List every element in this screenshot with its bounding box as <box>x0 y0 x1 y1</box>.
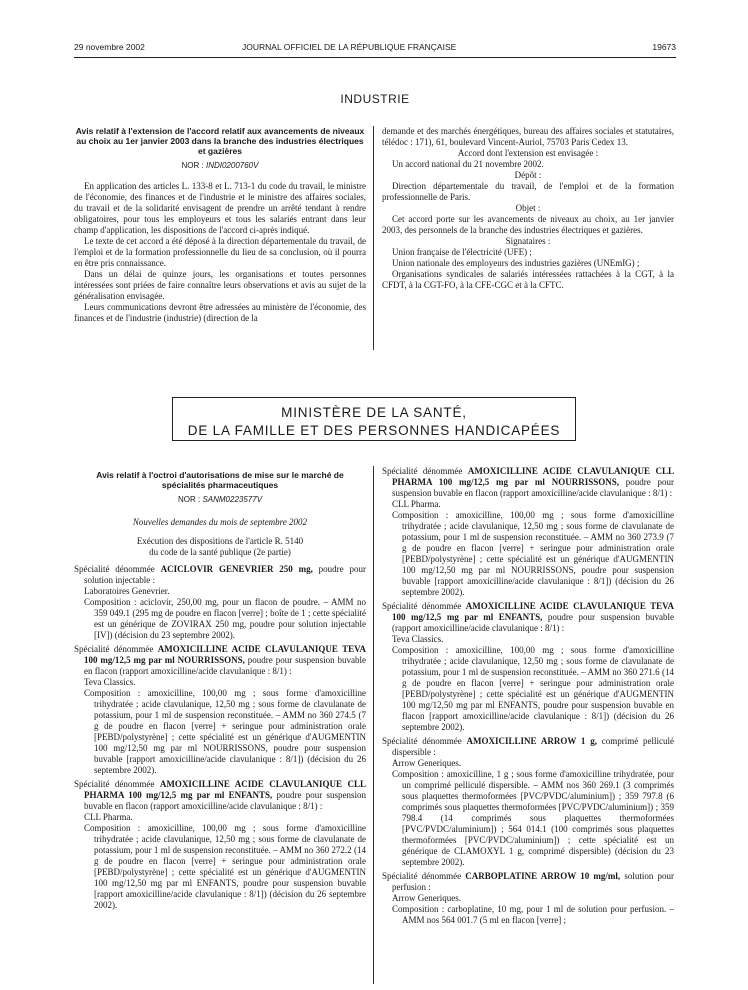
avis1-nor-code: INDI0200760V <box>205 161 259 170</box>
avis2-execution-line-2: du code de la santé publique (2e partie) <box>149 547 291 557</box>
specialty-name: AMOXICILLINE ACIDE CLAVULANIQUE CLL PHARMA 100 mg/12,5 mg par ml ENFANTS, <box>84 779 366 800</box>
specialty-entry <box>74 644 366 776</box>
avis2-nor-label: NOR : <box>177 495 201 504</box>
specialty-name: ACICLOVIR GENEVRIER 250 mg, <box>160 564 313 574</box>
avis1-objet: Cet accord porte sur les avancements de niveaux au choix, au 1er janvier 2003, des personnels de la branche des industries électriques et gazières. <box>382 214 674 235</box>
section-title: INDUSTRIE <box>340 92 410 106</box>
running-header <box>74 42 676 56</box>
avis2-nor-code: SANM0223577V <box>202 495 263 504</box>
header-date: 29 novembre 2002 <box>74 42 145 52</box>
avis1-nor <box>74 160 366 171</box>
specialty-laboratory: Teva Classics. <box>392 634 444 644</box>
specialty-heading <box>74 564 366 586</box>
avis1-depot: Direction départementale du travail, de l'emploi et de la formation professionnelle de Paris. <box>382 181 674 202</box>
avis1-right-column <box>382 126 674 291</box>
specialty-composition: Composition : amoxicilline, 1 g ; sous forme d'amoxicilline trihydratée, pour un comprimé pelliculé dispersible. – AMM nos 360 269.1 (3 comprimés sous plaquettes thermoformées [PVC/PVDC/aluminium]) ; 359 797.8 (6 comprimés sous plaquettes thermoformées [PVC/PVDC/aluminium]) ; 359 798.4 (14 comprimés sous plaquettes thermoformées [PVC/PVDC/aluminium]) ; 564 014.1 (100 comprimés sous plaquettes thermoformées [PVC/PVDC/aluminium]) ; cette spécialité est un générique de CLAMOXYL 1 g, comprimé dispersible) (décision du 23 septembre 2002). <box>392 769 674 867</box>
specialty-name: AMOXICILLINE ACIDE CLAVULANIQUE TEVA 100 mg/12,5 mg par ml NOURRISSONS, <box>84 644 366 665</box>
avis1-paragraph: Dans un délai de quinze jours, les organisations et toutes personnes intéressées sont priées de faire connaître leurs observations et avis au sujet de la généralisation envisagée. <box>74 269 366 301</box>
specialty-entry <box>382 601 674 733</box>
header-journal-title: JOURNAL OFFICIEL DE LA RÉPUBLIQUE FRANÇAISE <box>242 42 457 52</box>
specialty-heading <box>382 871 674 893</box>
avis1-label-accord: Accord dont l'extension est envisagée : <box>457 148 599 158</box>
ministry-line-2: DE LA FAMILLE ET DES PERSONNES HANDICAPÉES <box>187 423 561 438</box>
avis2-execution-line-1: Exécution des dispositions de l'article R. 5140 <box>136 536 304 546</box>
specialty-prefix: Spécialité dénommée <box>74 644 158 654</box>
specialty-entry <box>382 736 674 868</box>
specialty-laboratory: CLL Pharma. <box>84 812 133 822</box>
column-separator <box>373 466 374 984</box>
specialty-prefix: Spécialité dénommée <box>74 779 160 789</box>
specialty-composition: Composition : amoxicilline, 100,00 mg ; sous forme d'amoxicilline trihydratée ; acide clavulanique, 12,50 mg ; sous forme de clavulanate de potassium, pour 1 ml de suspension reconstituée. – AMM no 360 274.5 (7 g de poudre en flacon [verre] + seringue pour administration orale [PEBD/polystyrène] ; cette spécialité est un générique d'AUGMENTIN 100 mg/12,50 mg par ml NOURRISSONS, poudre pour suspension buvable [rapport amoxicilline/acide clavulanique : 8/1]) (décision du 26 septembre 2002). <box>84 688 366 775</box>
avis1-accord: Un accord national du 21 novembre 2002. <box>392 159 544 169</box>
avis1-title: Avis relatif à l'extension de l'accord relatif aux avancements de niveaux au choix au 1er janvier 2003 dans la branche des industries électriques et gazières <box>75 126 365 156</box>
specialty-prefix: Spécialité dénommée <box>382 871 466 881</box>
ministry-line-1: MINISTÈRE DE LA SANTÉ, <box>281 405 467 420</box>
avis2-left-column <box>74 470 366 914</box>
specialty-prefix: Spécialité dénommée <box>382 466 468 476</box>
avis1-signataire: Union française de l'électricité (UFE) ; <box>392 247 532 257</box>
specialty-laboratory: Arrow Generiques. <box>392 758 461 768</box>
avis2-subtitle: Nouvelles demandes du mois de septembre 2002 <box>132 517 308 527</box>
specialty-heading <box>382 601 674 634</box>
specialty-laboratory: CLL Pharma. <box>392 499 441 509</box>
avis2-items-right <box>382 466 674 926</box>
specialty-heading <box>74 644 366 677</box>
specialty-laboratory: Laboratoires Genevrier. <box>84 586 170 596</box>
specialty-form: solution pour perfusion : <box>392 871 674 892</box>
specialty-prefix: Spécialité dénommée <box>382 601 466 611</box>
specialty-entry <box>74 564 366 641</box>
column-separator <box>373 126 374 350</box>
avis2-title: Avis relatif à l'octroi d'autorisations de mise sur le marché de spécialités pharmaceutiques <box>96 470 344 490</box>
specialty-name: AMOXICILLINE ARROW 1 g, <box>466 736 597 746</box>
avis1-continuation: demande et des marchés énergétiques, bureau des affaires sociales et statutaires, télédoc : 171), 61, boulevard Vincent-Auriol, 75703 Paris Cedex 13. <box>382 126 674 147</box>
specialty-prefix: Spécialité dénommée <box>382 736 467 746</box>
avis2-items-left <box>74 564 366 911</box>
avis1-left-column <box>74 126 366 324</box>
avis1-label-objet: Objet : <box>515 203 541 213</box>
specialty-laboratory: Teva Classics. <box>84 677 136 687</box>
specialty-heading <box>382 466 674 499</box>
specialty-entry <box>382 466 674 598</box>
specialty-form: poudre pour solution injectable : <box>84 564 366 585</box>
ministry-heading-box <box>172 397 576 441</box>
specialty-composition: Composition : amoxicilline, 100,00 mg ; sous forme d'amoxicilline trihydratée ; acide clavulanique, 12,50 mg ; sous forme de clavulanate de potassium, pour 1 ml de suspension reconstituée. – AMM no 360 271.6 (14 g de poudre en flacon [verre] + seringue pour administration orale [PEBD/polystyrène] ; cette spécialité est un générique d'AUGMENTIN 100 mg/12,50 mg par ml ENFANTS, poudre pour suspension buvable en flacon [rapport amoxicilline/acide clavulanique : 8/1]) (décision du 26 septembre 2002). <box>392 645 674 732</box>
specialty-composition: Composition : amoxicilline, 100,00 mg ; sous forme d'amoxicilline trihydratée ; acide clavulanique, 12,50 mg ; sous forme de clavulanate de potassium, pour 1 ml de suspension reconstituée. – AMM no 360 272.2 (14 g de poudre en flacon [verre] + seringue pour administration orale [PEBD/polystyrène] ; cette spécialité est un générique d'AUGMENTIN 100 mg/12,50 mg par ml ENFANTS, poudre pour suspension buvable [rapport amoxicilline/acide clavulanique : 8/1]) (décision du 26 septembre 2002). <box>84 823 366 910</box>
avis1-label-signataires: Signataires : <box>505 236 551 246</box>
avis1-label-depot: Dépôt : <box>514 170 542 180</box>
specialty-name: CARBOPLATINE ARROW 10 mg/ml, <box>465 871 621 881</box>
specialty-heading <box>74 779 366 812</box>
avis2-nor <box>74 494 366 505</box>
specialty-form: poudre pour suspension buvable en flacon (rapport amoxicilline/acide clavulanique : 8/1) : <box>392 477 674 498</box>
avis1-nor-label: NOR : <box>181 161 204 170</box>
header-page-number: 19673 <box>652 42 676 52</box>
specialty-entry <box>382 871 674 926</box>
avis2-right-column <box>382 466 674 929</box>
specialty-form: poudre pour suspension buvable en flacon (rapport amoxicilline/acide clavulanique : 8/1) : <box>84 790 366 811</box>
specialty-form: poudre pour suspension buvable (rapport amoxicilline/acide clavulanique : 8/1) : <box>392 612 675 633</box>
specialty-composition: Composition : carboplatine, 10 mg, pour 1 ml de solution pour perfusion. – AMM nos 564 001.7 (5 ml en flacon [verre] ; <box>392 904 674 925</box>
specialty-laboratory: Arrow Generiques. <box>392 893 461 903</box>
specialty-composition: Composition : aciclovir, 250,00 mg, pour un flacon de poudre. – AMM no 359 049.1 (295 mg de poudre en flacon [verre] ; boîte de 1 ; cette spécialité est un générique de ZOVIRAX 250 mg, poudre pour solution injectable [IV]) (décision du 23 septembre 2002). <box>84 597 366 640</box>
avis1-signataire: Union nationale des employeurs des industries gazières (UNEmIG) ; <box>392 258 640 268</box>
specialty-prefix: Spécialité dénommée <box>74 564 161 574</box>
header-rule <box>74 57 676 58</box>
specialty-name: AMOXICILLINE ACIDE CLAVULANIQUE CLL PHARMA 100 mg/12,5 mg par ml NOURRISSONS, <box>392 466 674 487</box>
avis1-paragraph: Leurs communications devront être adressées au ministère de l'économie, des finances et de l'industrie (industrie) (direction de la <box>74 302 366 323</box>
avis1-paragraph: En application des articles L. 133-8 et L. 713-1 du code du travail, le ministre de l'économie, des finances et de l'industrie et le ministre des affaires sociales, du travail et de la solidarité envisagent de prendre un arrêté tendant à rendre obligatoires, pour tous les employeurs et tous les salariés entrant dans leur champ d'application, les dispositions de l'accord ci-après indiqué. <box>74 181 366 235</box>
avis1-signataire: Organisations syndicales de salariés intéressées rattachées à la CGT, à la CFDT, à la CGT-FO, à la CFE-CGC et à la CFTC. <box>382 269 674 290</box>
specialty-heading <box>382 736 674 758</box>
specialty-name: AMOXICILLINE ACIDE CLAVULANIQUE TEVA 100 mg/12,5 mg par ml ENFANTS, <box>392 601 674 622</box>
specialty-form: comprimé pelliculé dispersible : <box>392 736 674 757</box>
specialty-entry <box>74 779 366 911</box>
specialty-composition: Composition : amoxicilline, 100,00 mg ; sous forme d'amoxicilline trihydratée ; acide clavulanique, 12,50 mg ; sous forme de clavulanate de potassium, pour 1 ml de suspension reconstituée. – AMM no 360 273.9 (7 g de poudre en flacon [verre] + seringue pour administration orale [PEBD/polystyrène] ; cette spécialité est un générique d'AUGMENTIN 100 mg/12,50 mg par ml NOURRISSONS, poudre pour suspension buvable [rapport amoxicilline/acide clavulanique : 8/1]) (décision du 26 septembre 2002). <box>392 510 674 597</box>
specialty-form: poudre pour suspension buvable en flacon (rapport amoxicilline/acide clavulanique : 8/1) : <box>84 655 366 676</box>
avis1-paragraph: Le texte de cet accord a été déposé à la direction départementale du travail, de l'emploi et de la formation professionnelle du lieu de sa conclusion, où il pourra en être pris connaissance. <box>74 236 366 268</box>
